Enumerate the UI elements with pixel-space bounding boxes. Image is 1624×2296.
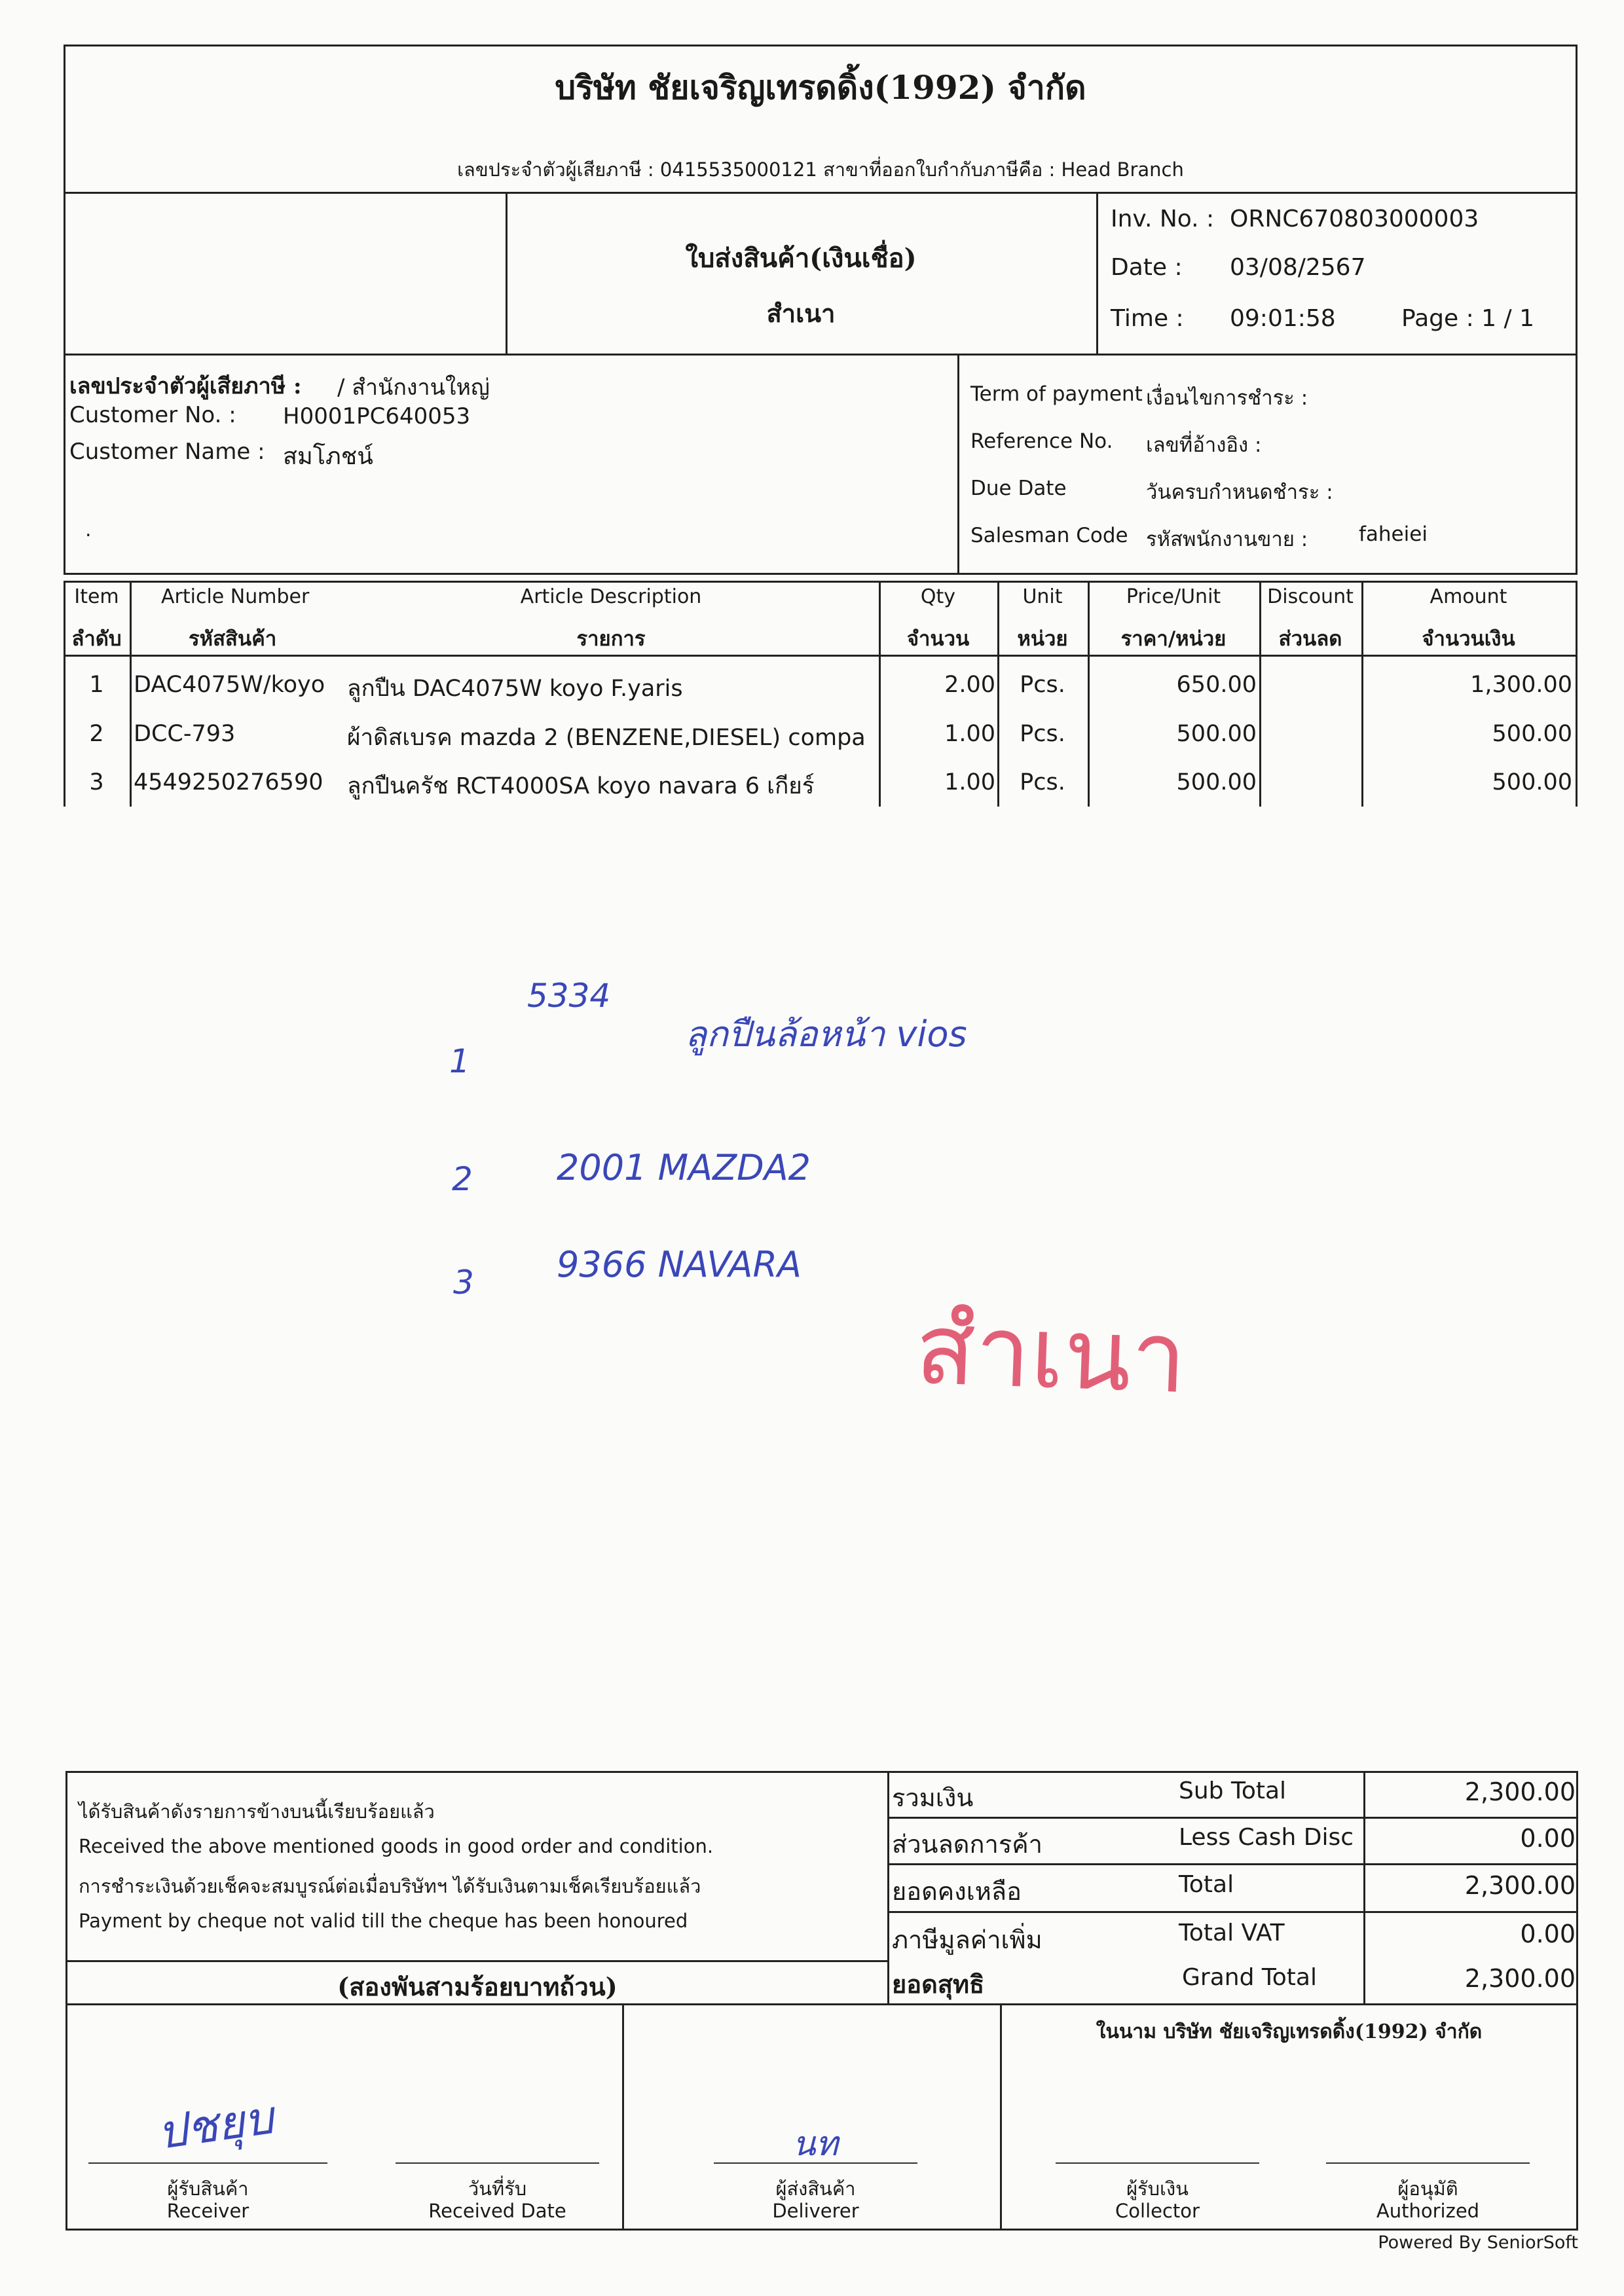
row-code: DCC-793 [134,721,236,747]
due-date-th: วันครบกำหนดชำระ : [1146,481,1333,504]
term-payment-th: เงื่อนไขการชำระ : [1146,386,1308,410]
th-price: Price/Unit [1126,585,1221,608]
row-amount: 500.00 [1492,721,1572,747]
powered-by: Powered By SeniorSoft [1378,2232,1578,2253]
handwritten-num-3: 3 [453,1264,474,1302]
deliverer-signature: นท [792,2124,838,2164]
th-description-th: รายการ [576,627,646,651]
divider [1096,192,1098,355]
vat-en: Total VAT [1179,1920,1285,1946]
vat-th: ภาษีมูลค่าเพิ่ม [892,1925,1043,1954]
th-unit: Unit [1022,585,1063,608]
handwritten-num-2: 2 [452,1160,473,1198]
grand-total-th: ยอดสุทธิ [892,1969,985,1999]
row-code: DAC4075W/koyo [134,672,325,698]
inv-no-label: Inv. No. : [1111,206,1215,232]
date-label: Date : [1111,254,1183,281]
th-article-number-th: รหัสสินค้า [189,627,277,651]
cash-disc-th: ส่วนลดการค้า [892,1830,1043,1859]
row-qty: 1.00 [944,721,995,747]
row-code: 4549250276590 [134,769,323,795]
customer-no-label: Customer No. : [69,402,236,428]
receiver-sign-line [88,2162,327,2164]
cash-disc-value: 0.00 [1520,1824,1576,1853]
row-qty: 1.00 [944,769,995,795]
th-amount: Amount [1430,585,1507,608]
row-price: 650.00 [1176,672,1257,698]
th-discount-th: ส่วนลด [1278,627,1342,651]
date-value: 03/08/2567 [1230,254,1366,281]
divider [65,1960,889,1962]
col-line [130,581,132,807]
row-item: 2 [89,721,104,747]
copy-stamp: สำเนา [913,1292,1189,1416]
company-name: บริษัท ชัยเจริญเทรดดิ้ง(1992) จำกัด [555,68,1086,107]
vat-value: 0.00 [1520,1920,1576,1948]
company-tax-line: เลขประจำตัวผู้เสียภาษี : 0415535000121 สาขาที่ออกใบกำกับภาษีคือ : Head Branch [457,158,1184,181]
customer-name: สมโภชน์ [283,443,373,470]
customer-tax-value: / สำนักงานใหญ่ [337,374,490,401]
note-received-th: ได้รับสินค้าดังรายการข้างบนนี้เรียบร้อยแล้ว [79,1800,435,1823]
time-value: 09:01:58 [1230,305,1336,332]
salesman-label: Salesman Code [970,524,1128,547]
handwritten-num-1: 1 [449,1042,470,1080]
inv-no: ORNC670803000003 [1230,206,1479,232]
reference-label: Reference No. [970,429,1113,453]
grand-total-value: 2,300.00 [1464,1964,1576,1993]
deliverer-label-th: ผู้ส่งสินค้า [775,2178,856,2200]
handwritten-text-3: 9366 NAVARA [557,1244,802,1285]
cash-disc-en: Less Cash Disc [1179,1824,1354,1851]
receiver-label-th: ผู้รับสินค้า [167,2178,249,2200]
collector-label-en: Collector [1115,2200,1200,2222]
collector-label-th: ผู้รับเงิน [1126,2178,1189,2200]
on-behalf-of: ในนาม บริษัท ชัยเจริญเทรดดิ้ง(1992) จำกัด [1096,2020,1483,2043]
receiver-label-en: Receiver [166,2200,249,2222]
col-line [1259,581,1261,807]
th-unit-th: หน่วย [1017,627,1068,651]
row-amount: 500.00 [1492,769,1572,795]
note-cheque-en: Payment by cheque not valid till the cheque has been honoured [79,1910,688,1932]
th-qty-th: จำนวน [906,627,970,651]
due-date-label: Due Date [970,477,1067,500]
note-cheque-th: การชำระเงินด้วยเช็คจะสมบูรณ์ต่อเมื่อบริษัทฯ ได้รับเงินตามเช็คเรียบร้อยแล้ว [79,1875,701,1897]
th-item: Item [74,585,119,608]
divider [887,1817,1578,1819]
received-date-label-en: Received Date [428,2200,566,2222]
th-article-number: Article Number [161,585,310,608]
received-date-label-th: วันที่รับ [468,2178,527,2200]
subtotal-value: 2,300.00 [1464,1777,1576,1806]
subtotal-th: รวมเงิน [892,1783,974,1812]
handwritten-text-2: 2001 MAZDA2 [557,1147,811,1188]
received-date-line [396,2162,599,2164]
term-payment-label: Term of payment [970,382,1143,406]
row-price: 500.00 [1176,721,1257,747]
deliverer-sign-line [714,2162,917,2164]
divider [887,1911,1578,1913]
salesman-th: รหัสพนักงานขาย : [1146,528,1308,551]
total-th: ยอดคงเหลือ [892,1877,1022,1906]
row-qty: 2.00 [944,672,995,698]
subtotal-en: Sub Total [1179,1777,1287,1804]
divider [957,354,959,575]
row-desc: ลูกปืน DAC4075W koyo F.yaris [347,676,683,702]
row-price: 500.00 [1176,769,1257,795]
reference-th: เลขที่อ้างอิง : [1146,433,1262,457]
customer-name-label: Customer Name : [69,439,265,465]
row-desc: ผ้าดิสเบรค mazda 2 (BENZENE,DIESEL) compa [347,725,866,751]
page-number: Page : 1 / 1 [1401,305,1534,332]
row-amount: 1,300.00 [1470,672,1572,698]
row-item: 1 [89,672,104,698]
copy-label: สำเนา [766,299,836,328]
time-label: Time : [1111,305,1184,332]
note-received-en: Received the above mentioned goods in good order and condition. [79,1835,714,1857]
row-item: 3 [89,769,104,795]
handwritten-code-1: 5334 [527,977,611,1015]
table-top-line [64,581,1578,583]
row-unit: Pcs. [1020,769,1065,795]
amount-in-words: (สองพันสามร้อยบาทถ้วน) [337,1972,618,2001]
th-description: Article Description [520,585,702,608]
col-line [1576,581,1578,807]
deliverer-label-en: Deliverer [772,2200,859,2222]
total-en: Total [1179,1871,1234,1898]
row-desc: ลูกปืนครัช RCT4000SA koyo navara 6 เกียร์ [347,773,815,799]
receiver-signature: ปชยุบ [154,2090,277,2160]
grand-total-en: Grand Total [1182,1964,1317,1991]
divider [622,2003,624,2231]
th-item-th: ลำดับ [71,627,122,651]
row-unit: Pcs. [1020,721,1065,747]
customer-dot: . [85,519,92,541]
row-unit: Pcs. [1020,672,1065,698]
authorized-label-th: ผู้อนุมัติ [1397,2178,1458,2200]
customer-tax-label: เลขประจำตัวผู้เสียภาษี : [69,373,302,399]
th-price-th: ราคา/หน่วย [1120,627,1227,651]
table-header-line [64,655,1578,657]
salesman-code: faheiei [1359,522,1428,546]
customer-no: H0001PC640053 [283,403,471,429]
authorized-label-en: Authorized [1376,2200,1480,2222]
total-value: 2,300.00 [1464,1871,1576,1900]
authorized-sign-line [1326,2162,1530,2164]
th-amount-th: จำนวนเงิน [1422,627,1515,651]
th-qty: Qty [920,585,956,608]
collector-sign-line [1056,2162,1259,2164]
th-discount: Discount [1267,585,1354,608]
doc-title: ใบส่งสินค้า(เงินเชื่อ) [685,243,917,274]
handwritten-text-1: ลูกปืนล้อหน้า vios [685,1013,967,1055]
